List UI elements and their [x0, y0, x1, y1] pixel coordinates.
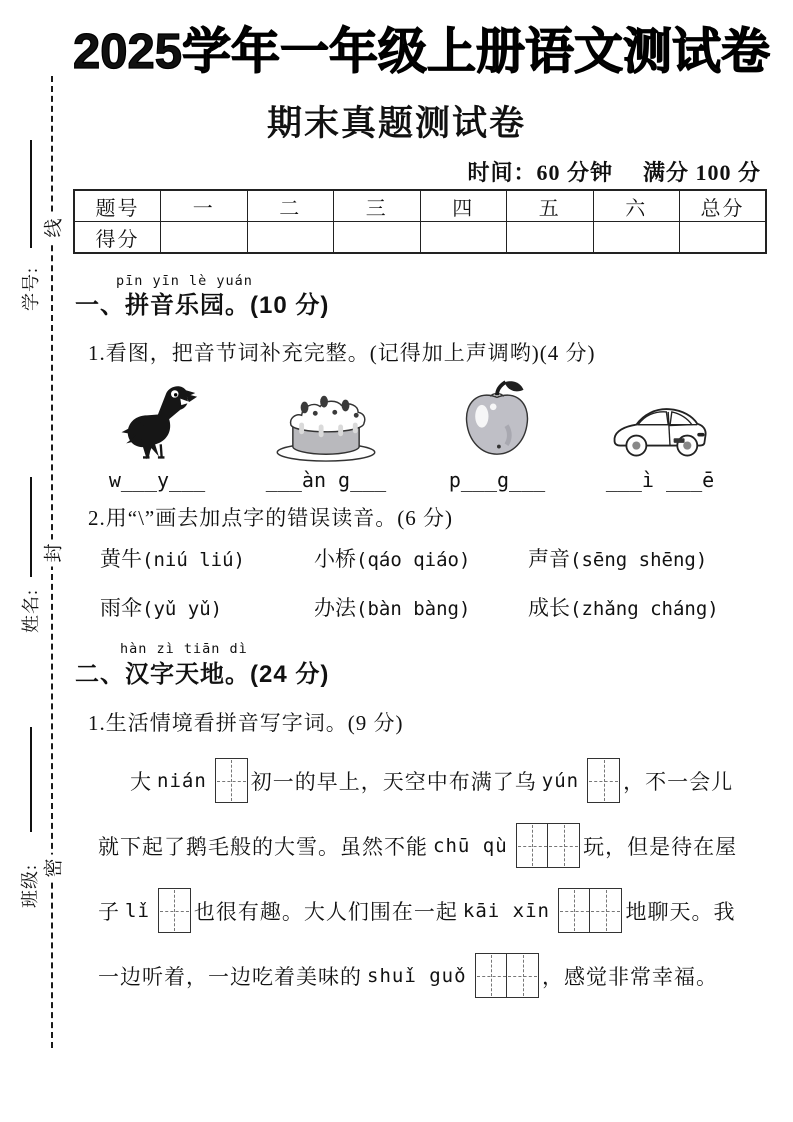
score-header-cell: 一: [161, 190, 248, 222]
score-header-cell: 三: [334, 190, 421, 222]
section2-q1-text: 1.生活情境看拼音写字词。(9 分): [88, 711, 404, 735]
word-cn: 成长: [528, 596, 570, 620]
writing-grid-cell: [516, 823, 549, 868]
paper-meta: [467, 156, 761, 187]
paragraph-line: [75, 813, 781, 878]
word-pinyin: (niú liú): [142, 549, 245, 571]
word-entry: [100, 543, 314, 573]
student-name-label: 姓名:: [21, 588, 41, 634]
word-pinyin: (sēng shēng): [570, 549, 708, 571]
section1-q2-text: 2.用“\”画去加点字的错误读音。(6 分): [88, 506, 453, 530]
score-cell: [334, 222, 421, 254]
seal-char-xian: 线: [39, 214, 66, 241]
class-label: 班级:: [20, 863, 40, 909]
score-cell: [680, 222, 767, 254]
writing-grid-cell: [558, 888, 591, 933]
score-cell: [247, 222, 334, 254]
score-header-cell: 四: [420, 190, 507, 222]
word-cn: 声音: [528, 547, 570, 571]
score-table: [73, 189, 767, 254]
line-text: ，不一会儿: [623, 769, 734, 794]
car-image: [610, 378, 710, 464]
score-header-cell: 六: [593, 190, 680, 222]
seal-char-feng: 封: [39, 539, 66, 566]
word-entry: [528, 543, 760, 573]
meta-time: 时间：60 分钟: [467, 160, 613, 185]
word-cn: 小桥: [314, 547, 356, 571]
writing-grid-box: [516, 823, 581, 868]
paper-subtitle: 期末真题测试卷: [266, 104, 526, 143]
line-pinyin: kāi xīn: [462, 899, 550, 922]
line-text: 就下起了鹅毛般的大雪。虽然不能: [98, 834, 428, 859]
writing-grid-cell: [589, 888, 622, 933]
writing-grid-cell: [506, 953, 539, 998]
paragraph-line: [75, 878, 781, 943]
line-text: 大: [130, 769, 152, 794]
word-cn: 办法: [314, 596, 356, 620]
picture-item-car: [585, 370, 735, 492]
line-text: 初一的早上，天空中布满了乌: [250, 769, 537, 794]
section1-q1-text: 1.看图，把音节词补充完整。(记得加上声调哟)(4 分): [88, 341, 596, 365]
score-cell: [507, 222, 594, 254]
line-pinyin: shuǐ guǒ: [367, 964, 467, 987]
word-cn: 雨伞: [100, 596, 142, 620]
word-pinyin: (qáo qiáo): [356, 549, 471, 571]
word-pinyin: (yǔ yǔ): [142, 598, 223, 620]
word-entry: [100, 592, 314, 622]
writing-grid-cell: [158, 888, 191, 933]
score-cell: [420, 222, 507, 254]
score-header-cell: 五: [507, 190, 594, 222]
apple-image: [461, 378, 533, 464]
paragraph-line: [75, 748, 781, 813]
student-id-blank-line: [30, 140, 32, 248]
student-id-label: 学号:: [21, 266, 41, 312]
word-pinyin: (bàn bàng): [356, 598, 471, 620]
score-row-label: 得分: [74, 222, 161, 254]
word-cn: 黄牛: [100, 547, 142, 571]
picture-item-cake: [251, 370, 401, 492]
writing-grid-box: [158, 888, 191, 933]
word-pinyin: (zhǎng cháng): [570, 598, 719, 620]
line-text: ，感觉非常幸福。: [542, 964, 719, 989]
word-entry: [314, 592, 528, 622]
line-text: 一边听着，一边吃着美味的: [98, 964, 362, 989]
paragraph-line: [75, 943, 781, 1008]
writing-grid-cell: [475, 953, 508, 998]
word-entry: [314, 543, 528, 573]
answer-blank: w___y___: [108, 468, 206, 492]
meta-full-score: 满分 100 分: [642, 160, 761, 185]
picture-item-apple: [422, 370, 572, 492]
picture-row: [0, 370, 793, 492]
score-table-score-row: [74, 222, 766, 254]
writing-grid-box: [558, 888, 623, 933]
line-text: 子: [98, 899, 120, 924]
score-cell: [593, 222, 680, 254]
answer-blank: ___ì ___ē: [605, 468, 715, 492]
answer-blank: p___g___: [448, 468, 546, 492]
answer-blank: ___àn g___: [265, 468, 387, 492]
picture-item-crow: [82, 370, 232, 492]
writing-grid-box: [587, 758, 620, 803]
writing-grid-box: [475, 953, 540, 998]
line-pinyin: yún: [541, 769, 580, 792]
cake-image: [272, 378, 380, 464]
line-text: 玩，但是待在屋: [583, 834, 738, 859]
word-list: [100, 543, 760, 622]
line-text: 也很有趣。大人们围在一起: [193, 899, 458, 924]
score-table-header-row: [74, 190, 766, 222]
score-cell: [161, 222, 248, 254]
score-header-cell: 总分: [680, 190, 767, 222]
crow-image: [115, 378, 199, 464]
score-header-cell: 二: [247, 190, 334, 222]
class-blank-line: [30, 727, 32, 832]
score-header-cell: 题号: [74, 190, 161, 222]
pinyin-writing-paragraph: [75, 748, 781, 1008]
writing-grid-cell: [547, 823, 580, 868]
writing-grid-box: [215, 758, 248, 803]
student-name-blank-line: [30, 477, 32, 577]
section2-heading: 二、汉字天地。(24 分): [75, 661, 330, 688]
section1-heading: 一、拼音乐园。(10 分): [75, 292, 330, 319]
writing-grid-cell: [587, 758, 620, 803]
line-pinyin: chū qù: [433, 834, 508, 857]
section1-pinyin: pīn yīn lè yuán: [116, 273, 253, 289]
word-entry: [528, 592, 760, 622]
seal-char-mi: 密: [39, 854, 66, 881]
line-text: 地聊天。我: [625, 899, 736, 924]
line-pinyin: lǐ: [125, 899, 150, 922]
writing-grid-cell: [215, 758, 248, 803]
paper-title: 2025学年一年级上册语文测试卷: [72, 25, 770, 79]
line-pinyin: nián: [157, 769, 207, 792]
section2-pinyin: hàn zì tiān dì: [120, 641, 248, 657]
